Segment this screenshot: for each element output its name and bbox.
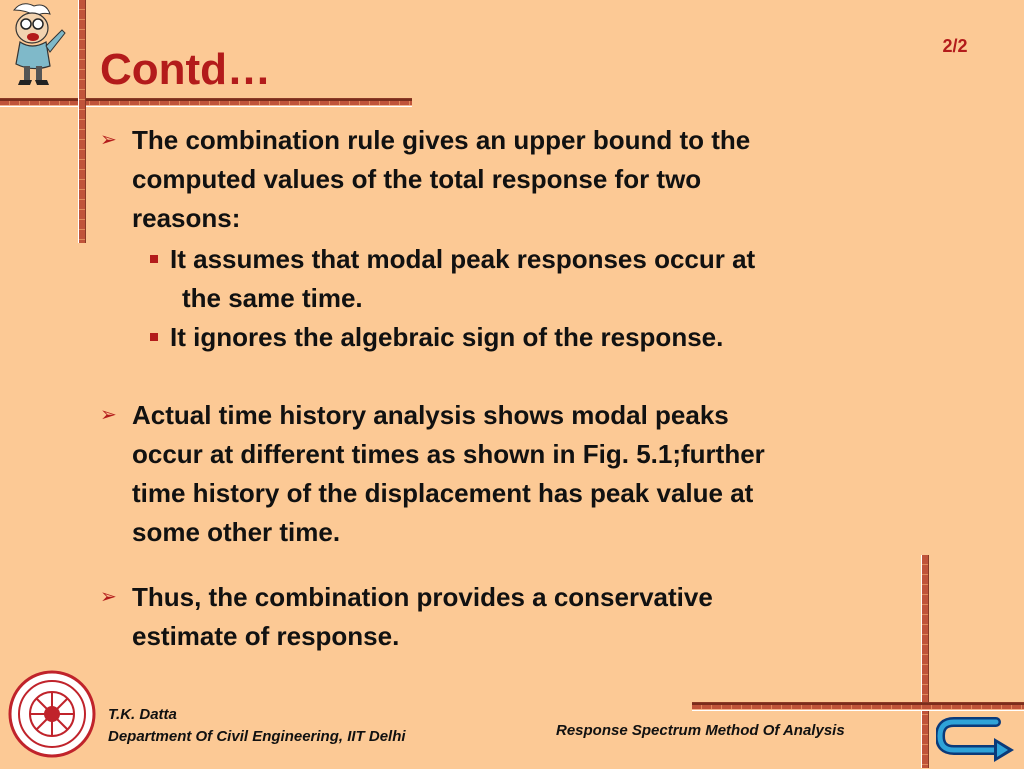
square-bullet-icon bbox=[150, 255, 158, 263]
bullet-2-line-3: time history of the displacement has peak value at bbox=[132, 478, 754, 508]
square-bullet-icon bbox=[150, 333, 158, 341]
subbullet-2-line-1: It ignores the algebraic sign of the response. bbox=[170, 322, 724, 352]
arrow-bullet-icon: ➢ bbox=[100, 129, 117, 151]
arrow-bullet-icon: ➢ bbox=[100, 404, 117, 426]
subbullet-1-line-1: It assumes that modal peak responses occur at bbox=[170, 244, 756, 274]
bullet-1-line-3: reasons: bbox=[132, 203, 241, 233]
bullet-2-line-2: occur at different times as shown in Fig. 5.1;further bbox=[132, 439, 765, 469]
subbullet-2 bbox=[170, 318, 723, 357]
bottom-rail bbox=[692, 702, 1024, 711]
subbullet-1-line-2: the same time. bbox=[182, 283, 363, 313]
subbullet-1 bbox=[170, 240, 755, 318]
bullet-2 bbox=[132, 396, 765, 552]
bullet-3-line-2: estimate of response. bbox=[132, 621, 400, 651]
page-number: 2/2 bbox=[942, 36, 968, 56]
bullet-3 bbox=[132, 578, 713, 656]
arrow-bullet-icon: ➢ bbox=[100, 586, 117, 608]
iit-delhi-logo bbox=[8, 670, 96, 763]
bullet-1-line-1: The combination rule gives an upper bound to the bbox=[132, 125, 751, 155]
bullet-2-line-1: Actual time history analysis shows modal peaks bbox=[132, 400, 729, 430]
bullet-3-line-1: Thus, the combination provides a conservative bbox=[132, 582, 713, 612]
return-arrow-icon[interactable] bbox=[936, 714, 1020, 769]
footer-department: Department Of Civil Engineering, IIT Delhi bbox=[108, 728, 406, 745]
professor-cartoon-icon bbox=[2, 0, 68, 91]
bullet-1 bbox=[132, 121, 750, 238]
bullet-1-line-2: computed values of the total response for two bbox=[132, 164, 702, 194]
page-title: Contd… bbox=[100, 45, 272, 94]
footer-author: T.K. Datta bbox=[108, 706, 177, 723]
top-rail bbox=[0, 98, 412, 107]
bottom-right-rail-vertical bbox=[921, 555, 929, 768]
footer-topic: Response Spectrum Method Of Analysis bbox=[556, 722, 845, 739]
left-rail bbox=[78, 0, 86, 243]
bullet-2-line-4: some other time. bbox=[132, 517, 341, 547]
